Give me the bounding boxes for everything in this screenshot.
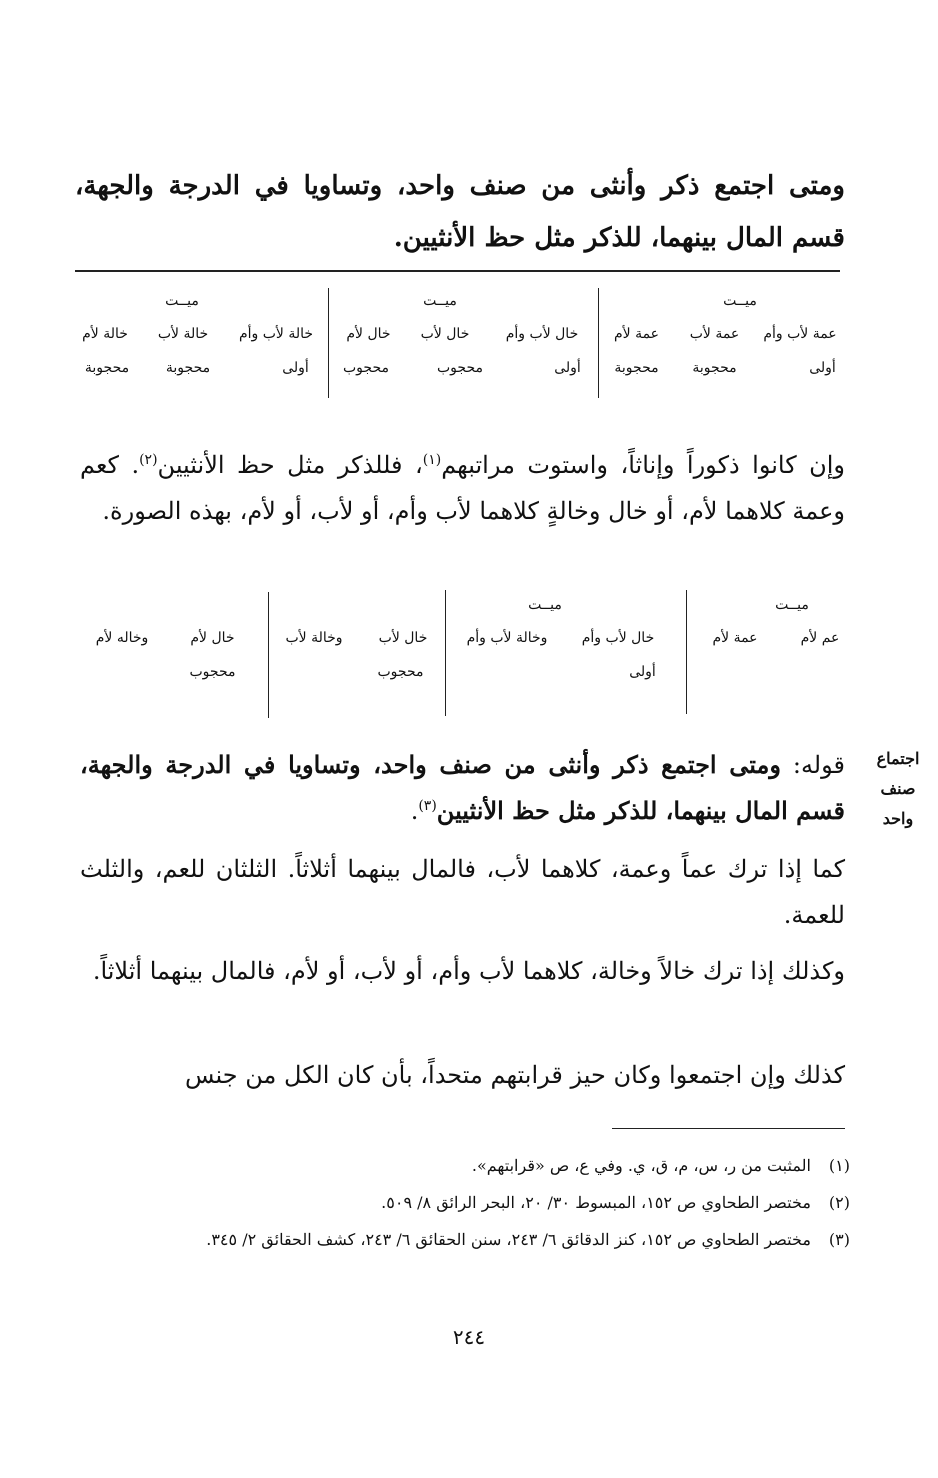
paragraph-2-quote: ومتى اجتمع ذكر وأنثى من صنف واحد، وتساويا في الدرجة والجهة، قسم المال بينهما، للذكر مثل حظ الأنثيين <box>80 750 845 825</box>
diagram1-deceased-label: ميــت <box>723 293 757 309</box>
diagram1-relative-status: أولى <box>554 360 581 376</box>
diagram2-relative-name: خال لأب وأم <box>581 630 655 646</box>
diagram1-relative-name: خال لأب <box>420 326 470 342</box>
paragraph-1-part-3: . كعم وعمة كلاهما لأم، أو خال وخالةٍ كلاهما لأب وأم، أو لأب، أو لأم، بهذه الصورة. <box>80 451 845 525</box>
diagram1-deceased-label: ميــت <box>165 293 199 309</box>
diagram2-relative-name: وخالة لأب <box>285 630 343 646</box>
footnote <box>80 1147 850 1184</box>
diagram2-deceased-label: ميــت <box>528 597 562 613</box>
diagram1-relative-name: عمة لأب <box>689 326 740 342</box>
footnote-divider <box>612 1128 845 1129</box>
diagram2-deceased-label: ميــت <box>775 597 809 613</box>
diagram1-relative-status: محجوب <box>343 360 389 376</box>
footnote <box>80 1184 850 1221</box>
footnote-number: (٣) <box>828 1230 850 1249</box>
paragraph-1-part-2: ، فللذكر مثل حظ الأنثيين <box>157 451 423 479</box>
diagram2-relative-name: خال لأم <box>190 630 235 646</box>
diagram1-relative-name: خالة لأم <box>82 326 128 342</box>
diagram1-relative-status: محجوبة <box>165 360 211 376</box>
diagram2-relative-name: عمة لأم <box>712 630 758 646</box>
footnotes <box>80 1147 850 1258</box>
diagram2-relative-status: محجوب <box>377 664 424 680</box>
diagram1-relative-status: محجوب <box>437 360 483 376</box>
paragraph-3: كما إذا ترك عماً وعمة، كلاهما لأب، فالمال بينهما أثلاثاً. الثلثان للعم، والثلث للعمة. <box>80 855 845 929</box>
diagram2-relative-status: أولى <box>629 664 656 680</box>
diagram1-relative-name: عمة لأم <box>613 326 660 342</box>
footnote-text: مختصر الطحاوي ص ١٥٢، المبسوط ٣٠/ ٢٠، البحر الرائق ٨/ ٥٠٩. <box>381 1193 811 1212</box>
diagram2-relative-status: محجوب <box>189 664 236 680</box>
diagram2-relative-name: وخاله لأم <box>95 630 149 646</box>
page-number: ٢٤٤ <box>452 1325 486 1349</box>
diagram1-relative-status: أولى <box>282 360 309 376</box>
margin-note-line: اجتماع <box>876 749 920 768</box>
footnote <box>80 1221 850 1258</box>
margin-note-line: صنف <box>880 779 916 798</box>
footnote-text: مختصر الطحاوي ص ١٥٢، كنز الدقائق ٦/ ٢٤٣، سنن الحقائق ٦/ ٢٤٣، كشف الحقائق ٢/ ٣٤٥. <box>206 1230 811 1249</box>
paragraph-1-part-1: وإن كانوا ذكوراً وإناثاً، واستوت مراتبهم <box>441 451 846 479</box>
footnote-ref-2: (٢) <box>139 452 158 468</box>
diagram1-relative-status: محجوبة <box>692 360 737 376</box>
heading-paragraph: ومتى اجتمع ذكر وأنثى من صنف واحد، وتساويا في الدرجة والجهة، قسم المال بينهما، للذكر مثل حظ الأنثيين. <box>75 171 845 253</box>
diagram2-relative-name: خال لأب <box>378 630 428 646</box>
diagram2-relative-name: عم لأم <box>800 630 840 646</box>
paragraph-2-lead: قوله: <box>780 751 845 779</box>
diagram2-separator-3 <box>268 592 269 718</box>
diagram1-relative-name: عمة لأب وأم <box>763 326 837 342</box>
diagram1-relative-status: محجوبة <box>84 360 130 376</box>
diagram2-relative-name: وخالة لأب وأم <box>466 630 548 646</box>
footnote-number: (٢) <box>828 1193 850 1212</box>
diagram1-relative-name: خال لأم <box>346 326 391 342</box>
diagram2-separator-2 <box>445 590 446 716</box>
diagram1-relative-status: محجوبة <box>614 360 659 376</box>
paragraph-5: كذلك وإن اجتمعوا وكان حيز قرابتهم متحداً، بأن كان الكل من جنس <box>184 1061 845 1089</box>
margin-note <box>862 744 934 834</box>
diagram1-relative-name: خالة لأب وأم <box>238 326 314 342</box>
footnote-number: (١) <box>828 1156 850 1175</box>
diagram1-relative-name: خالة لأب <box>157 326 209 342</box>
footnote-ref-1: (١) <box>422 452 442 468</box>
footnote-text: المثبت من ر، س، م، ق، ي. وفي ع، ص «قرابتهم». <box>471 1156 811 1175</box>
diagram1-deceased-label: ميــت <box>423 293 457 309</box>
paragraph-4: وكذلك إذا ترك خالاً وخالة، كلاهما لأب وأم، أو لأب، أو لأم، فالمال بينهما أثلاثاً. <box>92 957 845 985</box>
margin-note-line: واحد <box>882 809 914 828</box>
diagram1-relative-status: أولى <box>809 360 836 376</box>
paragraph-2-end: . <box>410 797 419 825</box>
footnote-ref-3: (٣) <box>418 798 437 814</box>
paragraph-2 <box>80 742 845 834</box>
diagram2-separator-1 <box>686 590 687 714</box>
diagram1-relative-name: خال لأب وأم <box>505 326 579 342</box>
